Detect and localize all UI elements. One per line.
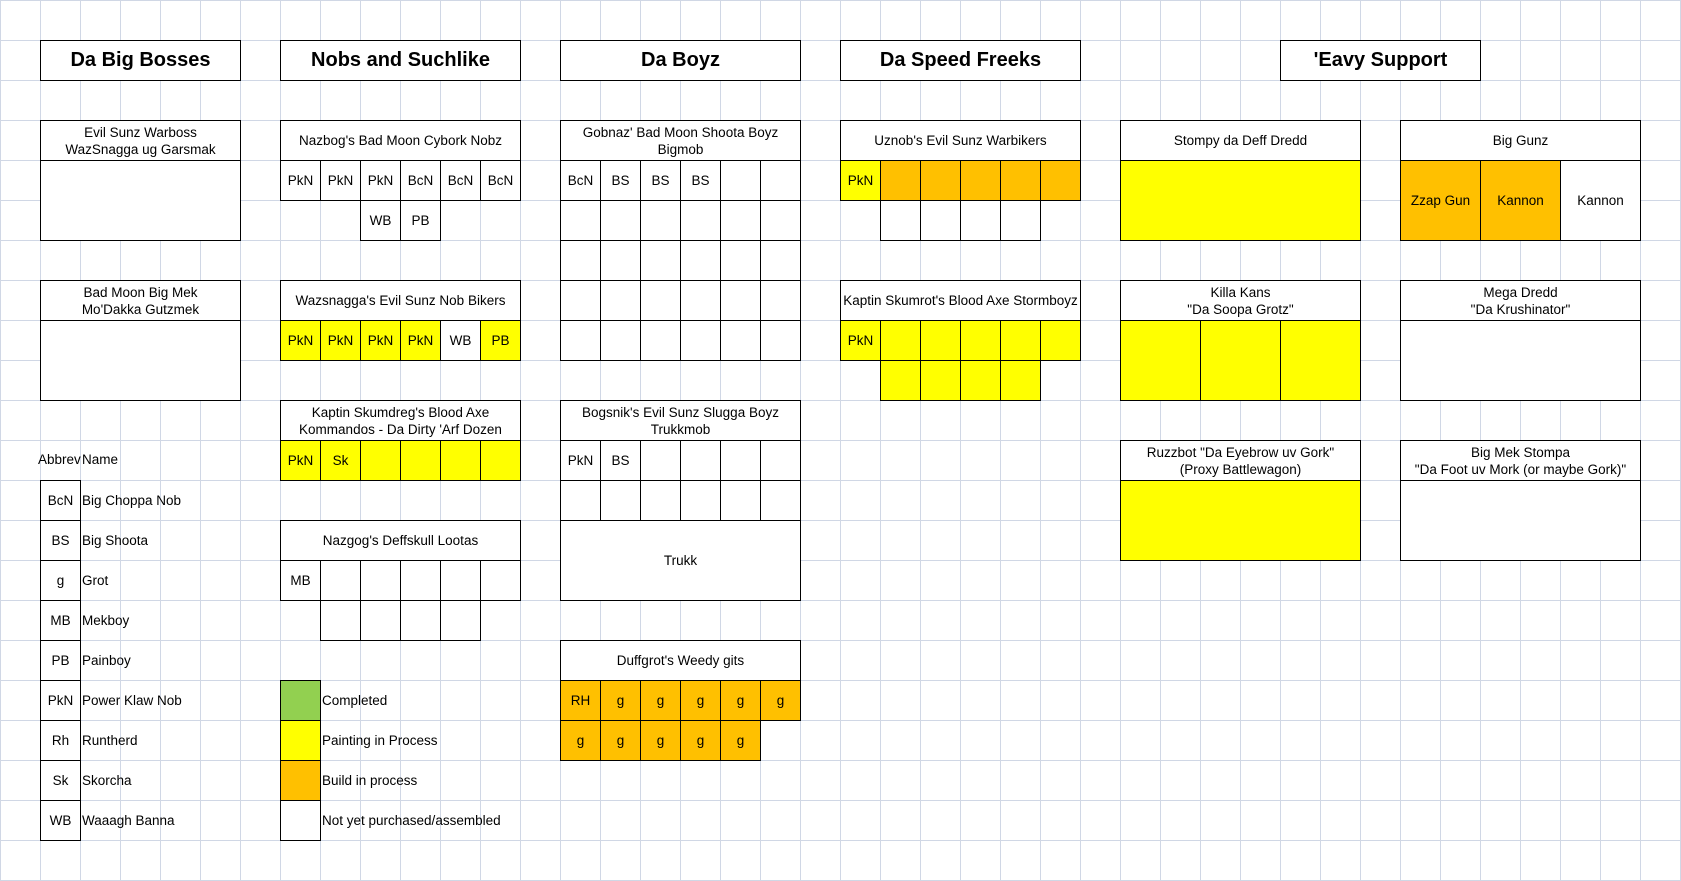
unit-title-stompa[interactable]: Big Mek Stompa "Da Foot uv Mork (or maybe Gork)"	[1400, 440, 1641, 481]
model-cell[interactable]	[560, 200, 601, 241]
unit-title-stormboyz[interactable]: Kaptin Skumrot's Blood Axe Stormboyz	[840, 280, 1081, 321]
unit-title-shoota-boyz[interactable]: Gobnaz' Bad Moon Shoota Boyz Bigmob	[560, 120, 801, 161]
unit-title-warboss[interactable]: Evil Sunz Warboss WazSnagga ug Garsmak	[40, 120, 241, 161]
model-cell[interactable]: PkN	[840, 320, 881, 361]
model-cell[interactable]	[640, 480, 681, 521]
model-cell[interactable]	[680, 200, 721, 241]
legend-label: Completed	[322, 692, 388, 708]
model-cell[interactable]	[880, 160, 921, 201]
model-cell[interactable]: PkN	[280, 320, 321, 361]
model-cell[interactable]: g	[600, 720, 641, 761]
model-cell[interactable]	[680, 320, 721, 361]
model-cell[interactable]	[600, 480, 641, 521]
model-cell[interactable]	[1040, 160, 1081, 201]
model-cell[interactable]	[720, 280, 761, 321]
model-cell[interactable]	[600, 200, 641, 241]
model-cell[interactable]	[680, 480, 721, 521]
unit-title-weedy-gits[interactable]: Duffgrot's Weedy gits	[560, 640, 801, 681]
model-cell[interactable]	[560, 280, 601, 321]
model-cell[interactable]	[680, 240, 721, 281]
model-cell[interactable]: Kannon	[1560, 160, 1641, 241]
unit-title-lootas[interactable]: Nazgog's Deffskull Lootas	[280, 520, 521, 561]
model-cell[interactable]	[400, 560, 441, 601]
legend-label: Painting in Process	[322, 732, 438, 748]
unit-body-stompy[interactable]	[1120, 160, 1361, 241]
model-cell[interactable]: BcN	[440, 160, 481, 201]
model-cell[interactable]	[440, 560, 481, 601]
trukk-cell[interactable]: Trukk	[560, 520, 801, 601]
model-cell[interactable]	[1000, 360, 1041, 401]
model-cell[interactable]: BcN	[400, 160, 441, 201]
abbrev-name: Mekboy	[82, 612, 130, 628]
model-cell[interactable]	[880, 200, 921, 241]
model-cell[interactable]: BS	[640, 160, 681, 201]
model-cell[interactable]: PkN	[560, 440, 601, 481]
abbrev-cell[interactable]: Rh	[40, 720, 81, 761]
model-cell[interactable]	[1000, 320, 1041, 361]
model-cell[interactable]	[320, 600, 361, 641]
abbrev-name: Power Klaw Nob	[82, 692, 182, 708]
abbrev-cell[interactable]: PkN	[40, 680, 81, 721]
abbrev-cell[interactable]: BcN	[40, 480, 81, 521]
model-cell[interactable]: Sk	[320, 440, 361, 481]
abbrev-name: Skorcha	[82, 772, 132, 788]
model-cell[interactable]	[760, 320, 801, 361]
model-cell[interactable]	[960, 200, 1001, 241]
model-cell[interactable]	[440, 440, 481, 481]
model-cell[interactable]	[440, 600, 481, 641]
model-cell[interactable]	[360, 440, 401, 481]
model-cell[interactable]	[880, 360, 921, 401]
model-cell[interactable]	[640, 280, 681, 321]
abbrev-name: Big Shoota	[82, 532, 149, 548]
model-cell[interactable]: BS	[600, 160, 641, 201]
model-cell[interactable]	[360, 600, 401, 641]
header-boyz[interactable]: Da Boyz	[560, 40, 801, 81]
model-cell[interactable]	[720, 320, 761, 361]
unit-body-stompa[interactable]	[1400, 480, 1641, 561]
abbrev-name: Big Choppa Nob	[82, 492, 182, 508]
model-cell[interactable]	[640, 440, 681, 481]
model-cell[interactable]	[360, 560, 401, 601]
model-cell[interactable]	[960, 360, 1001, 401]
model-cell[interactable]: g	[640, 680, 681, 721]
model-cell[interactable]: PB	[400, 200, 441, 241]
model-cell[interactable]	[880, 320, 921, 361]
model-cell[interactable]: BcN	[560, 160, 601, 201]
legend-label: Not yet purchased/assembled	[322, 812, 501, 828]
model-cell[interactable]	[640, 240, 681, 281]
abbrev-name: Waaagh Banna	[82, 812, 175, 828]
unit-title-mega-dredd[interactable]: Mega Dredd "Da Krushinator"	[1400, 280, 1641, 321]
model-cell[interactable]: BS	[680, 160, 721, 201]
legend-swatch-painting[interactable]	[280, 720, 321, 761]
model-cell[interactable]: g	[720, 720, 761, 761]
model-cell[interactable]	[760, 240, 801, 281]
model-cell[interactable]	[760, 160, 801, 201]
model-cell[interactable]	[760, 200, 801, 241]
model-cell[interactable]: Zzap Gun	[1400, 160, 1481, 241]
model-cell[interactable]: RH	[560, 680, 601, 721]
model-cell[interactable]: g	[640, 720, 681, 761]
abbrev-cell[interactable]: g	[40, 560, 81, 601]
model-cell[interactable]	[1200, 320, 1281, 401]
model-cell[interactable]	[560, 320, 601, 361]
model-cell[interactable]	[320, 560, 361, 601]
unit-title-ruzzbot[interactable]: Ruzzbot "Da Eyebrow uv Gork" (Proxy Battlewagon)	[1120, 440, 1361, 481]
unit-title-slugga-boyz[interactable]: Bogsnik's Evil Sunz Slugga Boyz Trukkmob	[560, 400, 801, 441]
abbrev-cell[interactable]: MB	[40, 600, 81, 641]
model-cell[interactable]	[720, 160, 761, 201]
model-cell[interactable]: g	[760, 680, 801, 721]
model-cell[interactable]	[920, 160, 961, 201]
header-big-bosses[interactable]: Da Big Bosses	[40, 40, 241, 81]
model-cell[interactable]: Kannon	[1480, 160, 1561, 241]
legend-swatch-build[interactable]	[280, 760, 321, 801]
unit-title-stompy[interactable]: Stompy da Deff Dredd	[1120, 120, 1361, 161]
model-cell[interactable]	[1000, 200, 1041, 241]
unit-body-warboss[interactable]	[40, 160, 241, 241]
model-cell[interactable]: PkN	[320, 160, 361, 201]
model-cell[interactable]	[600, 280, 641, 321]
legend-label: Build in process	[322, 772, 418, 788]
unit-title-nob-bikers[interactable]: Wazsnagga's Evil Sunz Nob Bikers	[280, 280, 521, 321]
model-cell[interactable]	[760, 440, 801, 481]
model-cell[interactable]: PkN	[360, 320, 401, 361]
model-cell[interactable]: WB	[360, 200, 401, 241]
abbrev-name: Painboy	[82, 652, 131, 668]
model-cell[interactable]: PB	[480, 320, 521, 361]
model-cell[interactable]	[920, 200, 961, 241]
abbrev-header: Abbrev	[38, 452, 81, 467]
header-nobs[interactable]: Nobs and Suchlike	[280, 40, 521, 81]
model-cell[interactable]: BS	[600, 440, 641, 481]
model-cell[interactable]	[600, 240, 641, 281]
model-cell[interactable]	[680, 280, 721, 321]
unit-body-ruzzbot[interactable]	[1120, 480, 1361, 561]
model-cell[interactable]: g	[680, 720, 721, 761]
model-cell[interactable]: BcN	[480, 160, 521, 201]
header-eavy-support[interactable]: 'Eavy Support	[1280, 40, 1481, 81]
abbrev-cell[interactable]: Sk	[40, 760, 81, 801]
unit-title-warbikers[interactable]: Uznob's Evil Sunz Warbikers	[840, 120, 1081, 161]
model-cell[interactable]	[960, 160, 1001, 201]
model-cell[interactable]: g	[680, 680, 721, 721]
model-cell[interactable]	[920, 360, 961, 401]
model-cell[interactable]	[1040, 320, 1081, 361]
model-cell[interactable]	[680, 440, 721, 481]
model-cell[interactable]	[640, 200, 681, 241]
model-cell[interactable]	[600, 320, 641, 361]
model-cell[interactable]	[760, 480, 801, 521]
unit-title-big-gunz[interactable]: Big Gunz	[1400, 120, 1641, 161]
model-cell[interactable]: PkN	[280, 440, 321, 481]
unit-title-killa-kans[interactable]: Killa Kans "Da Soopa Grotz"	[1120, 280, 1361, 321]
model-cell[interactable]	[760, 280, 801, 321]
unit-title-big-mek[interactable]: Bad Moon Big Mek Mo'Dakka Gutzmek	[40, 280, 241, 321]
abbrev-name: Grot	[82, 572, 109, 588]
model-cell[interactable]: g	[720, 680, 761, 721]
model-cell[interactable]	[920, 320, 961, 361]
model-cell[interactable]	[1280, 320, 1361, 401]
model-cell[interactable]: PkN	[400, 320, 441, 361]
model-cell[interactable]	[720, 200, 761, 241]
legend-swatch-not-purchased[interactable]	[280, 800, 321, 841]
model-cell[interactable]	[400, 600, 441, 641]
model-cell[interactable]	[640, 320, 681, 361]
unit-body-big-mek[interactable]	[40, 320, 241, 401]
model-cell[interactable]	[960, 320, 1001, 361]
abbrev-cell[interactable]: BS	[40, 520, 81, 561]
model-cell[interactable]: WB	[440, 320, 481, 361]
unit-body-mega-dredd[interactable]	[1400, 320, 1641, 401]
model-cell[interactable]	[560, 480, 601, 521]
model-cell[interactable]	[720, 480, 761, 521]
model-cell[interactable]	[1000, 160, 1041, 201]
model-cell[interactable]: MB	[280, 560, 321, 601]
header-speed-freeks[interactable]: Da Speed Freeks	[840, 40, 1081, 81]
unit-title-kommandos[interactable]: Kaptin Skumdreg's Blood Axe Kommandos - Da Dirty 'Arf Dozen	[280, 400, 521, 441]
model-cell[interactable]	[560, 240, 601, 281]
model-cell[interactable]: PkN	[320, 320, 361, 361]
name-header: Name	[82, 452, 119, 467]
model-cell[interactable]: g	[560, 720, 601, 761]
abbrev-name: Runtherd	[82, 732, 138, 748]
abbrev-cell[interactable]: WB	[40, 800, 81, 841]
legend-swatch-completed[interactable]	[280, 680, 321, 721]
model-cell[interactable]	[720, 440, 761, 481]
model-cell[interactable]: PkN	[840, 160, 881, 201]
model-cell[interactable]	[720, 240, 761, 281]
unit-title-cybork-nobz[interactable]: Nazbog's Bad Moon Cybork Nobz	[280, 120, 521, 161]
model-cell[interactable]: g	[600, 680, 641, 721]
abbrev-cell[interactable]: PB	[40, 640, 81, 681]
model-cell[interactable]: PkN	[280, 160, 321, 201]
model-cell[interactable]: PkN	[360, 160, 401, 201]
model-cell[interactable]	[480, 440, 521, 481]
model-cell[interactable]	[480, 560, 521, 601]
model-cell[interactable]	[1120, 320, 1201, 401]
model-cell[interactable]	[400, 440, 441, 481]
